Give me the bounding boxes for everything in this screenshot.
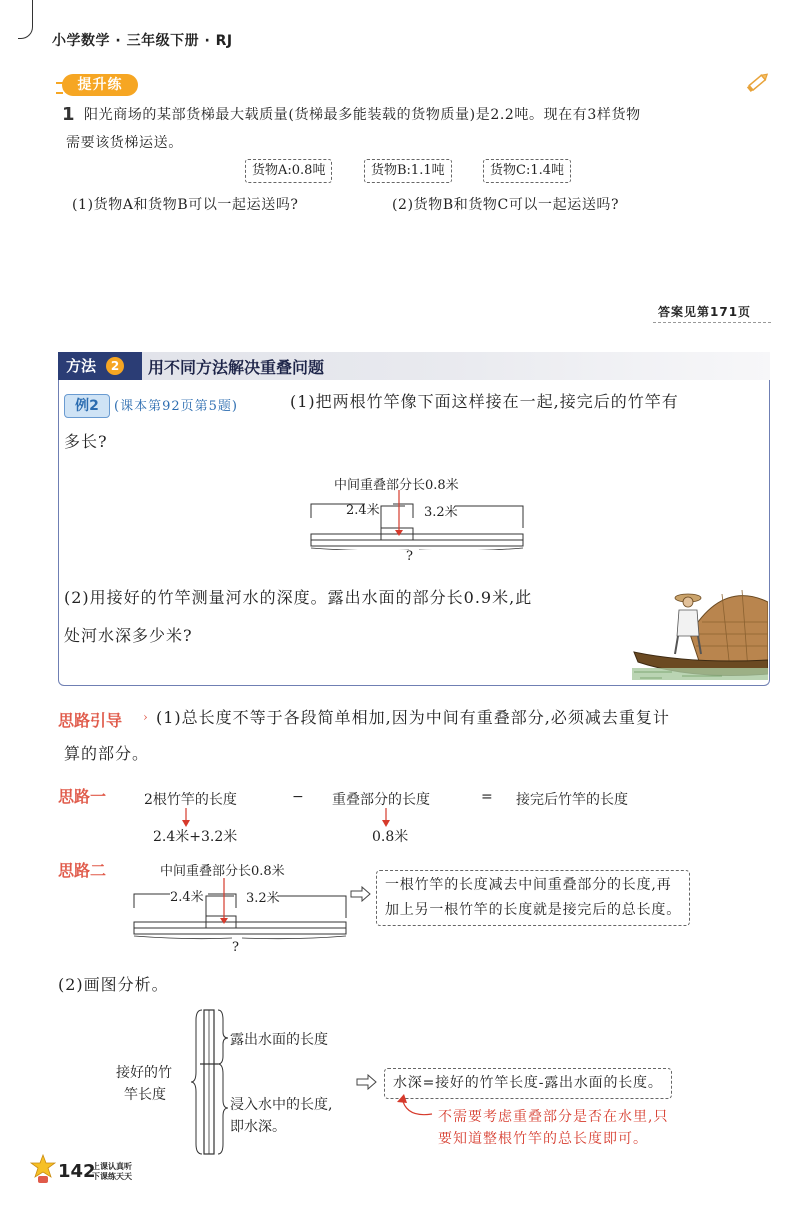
fig2-poles-diagram: [128, 878, 354, 940]
problem-number: 1: [62, 104, 75, 125]
example-textbook-ref: (课本第92页第5题): [114, 399, 238, 414]
example-part2-line1: (2)用接好的竹竿测量河水的深度。露出水面的部分长0.9米,此: [64, 588, 533, 607]
below-water-label: [230, 1094, 332, 1138]
idea1-term3: 接完后竹竿的长度: [516, 792, 628, 808]
idea2-note-line1: 一根竹竿的长度减去中间重叠部分的长度,再: [385, 877, 672, 893]
idea2-note-box: [376, 870, 690, 926]
fig2-right-length: 3.2米: [246, 891, 280, 906]
problem-text-line2: 需要该货梯运送。: [66, 135, 183, 151]
hollow-arrow-icon: [350, 886, 372, 902]
part2-title: (2)画图分析。: [58, 975, 169, 994]
hollow-arrow-icon-2: [356, 1074, 378, 1090]
method-number-badge: 2: [106, 357, 124, 375]
guide-line1: (1)总长度不等于各段简单相加,因为中间有重叠部分,必须减去重复计: [156, 708, 670, 727]
fig1-right-length: 3.2米: [424, 505, 458, 520]
footer-motto: [92, 1162, 132, 1182]
page-number: 142: [58, 1161, 96, 1182]
guide-title: 思路引导: [58, 711, 123, 730]
idea2-note-line2: 加上另一根竹竿的长度就是接完后的总长度。: [385, 902, 681, 918]
answer-reference: 答案见第171页: [658, 305, 752, 319]
idea1-op-equals: =: [481, 789, 493, 805]
example-part2-line2: 处河水深多少米?: [64, 626, 193, 645]
method-title: 用不同方法解决重叠问题: [148, 358, 325, 377]
pole-length-label: [116, 1062, 172, 1106]
mascot-icon: [30, 1154, 56, 1184]
method-label: 方法: [58, 352, 142, 380]
question-2: (2)货物B和货物C可以一起运送吗?: [392, 197, 620, 213]
below-water-label-line1: 浸入水中的长度,: [230, 1097, 333, 1113]
practice-tag: 提升练: [62, 74, 138, 96]
fig1-unknown-mark: ?: [406, 549, 413, 564]
fig1-left-length: 2.4米: [346, 503, 380, 518]
cargo-b-box: 货物B:1.1吨: [364, 159, 452, 183]
fig2-left-length: 2.4米: [170, 890, 204, 905]
above-water-label: 露出水面的长度: [230, 1032, 328, 1048]
fig2-unknown-mark: ?: [232, 940, 239, 955]
depth-formula-box: 水深=接好的竹竿长度-露出水面的长度。: [384, 1068, 672, 1099]
example-label: 例2: [64, 394, 110, 418]
guide-arrow-icon: ›: [143, 710, 148, 724]
example-part1-line1: (1)把两根竹竿像下面这样接在一起,接完后的竹竿有: [290, 392, 679, 411]
red-tip-line1: 不需要考虑重叠部分是否在水里,只: [438, 1109, 669, 1125]
red-tip-note: [438, 1106, 668, 1150]
idea1-term1: 2根竹竿的长度: [144, 792, 237, 808]
answer-divider: [653, 322, 771, 323]
idea2-title: 思路二: [58, 861, 107, 880]
red-tip-line2: 要知道整根竹竿的总长度即可。: [438, 1131, 648, 1147]
pencil-icon: [745, 70, 771, 94]
idea1-arrow1-icon: [180, 808, 192, 828]
idea1-title: 思路一: [58, 787, 107, 806]
cargo-c-box: 货物C:1.4吨: [483, 159, 571, 183]
pole-depth-diagram: [190, 1008, 230, 1156]
idea1-term2: 重叠部分的长度: [332, 792, 430, 808]
idea1-op-minus: −: [292, 789, 304, 805]
pole-length-label-line2: 竿长度: [124, 1087, 166, 1103]
fig1-poles-diagram: [305, 490, 535, 550]
footer-motto-line1: 上课认真听: [92, 1162, 132, 1171]
boatman-illustration: [632, 582, 768, 680]
curved-red-arrow-icon: [392, 1094, 436, 1124]
fig1-overlap-label: 中间重叠部分长0.8米: [334, 478, 459, 493]
guide-line2: 算的部分。: [64, 744, 150, 763]
page-corner-mark: [18, 0, 33, 39]
idea1-value1: 2.4米+3.2米: [153, 829, 238, 845]
below-water-label-line2: 即水深。: [230, 1119, 286, 1135]
idea1-arrow2-icon: [380, 808, 392, 828]
pole-length-label-line1: 接好的竹: [116, 1065, 172, 1081]
question-1: (1)货物A和货物B可以一起运送吗?: [72, 197, 299, 213]
cargo-a-box: 货物A:0.8吨: [245, 159, 332, 183]
example-part1-line2: 多长?: [64, 432, 108, 451]
footer-motto-line2: 下课练天天: [92, 1172, 132, 1181]
fig2-overlap-label: 中间重叠部分长0.8米: [160, 864, 285, 879]
problem-text-line1: 阳光商场的某部货梯最大载质量(货梯最多能装载的货物质量)是2.2吨。现在有3样货物: [84, 107, 641, 123]
idea1-value2: 0.8米: [372, 829, 409, 845]
book-header-title: 小学数学 · 三年级下册 · RJ: [52, 33, 233, 49]
